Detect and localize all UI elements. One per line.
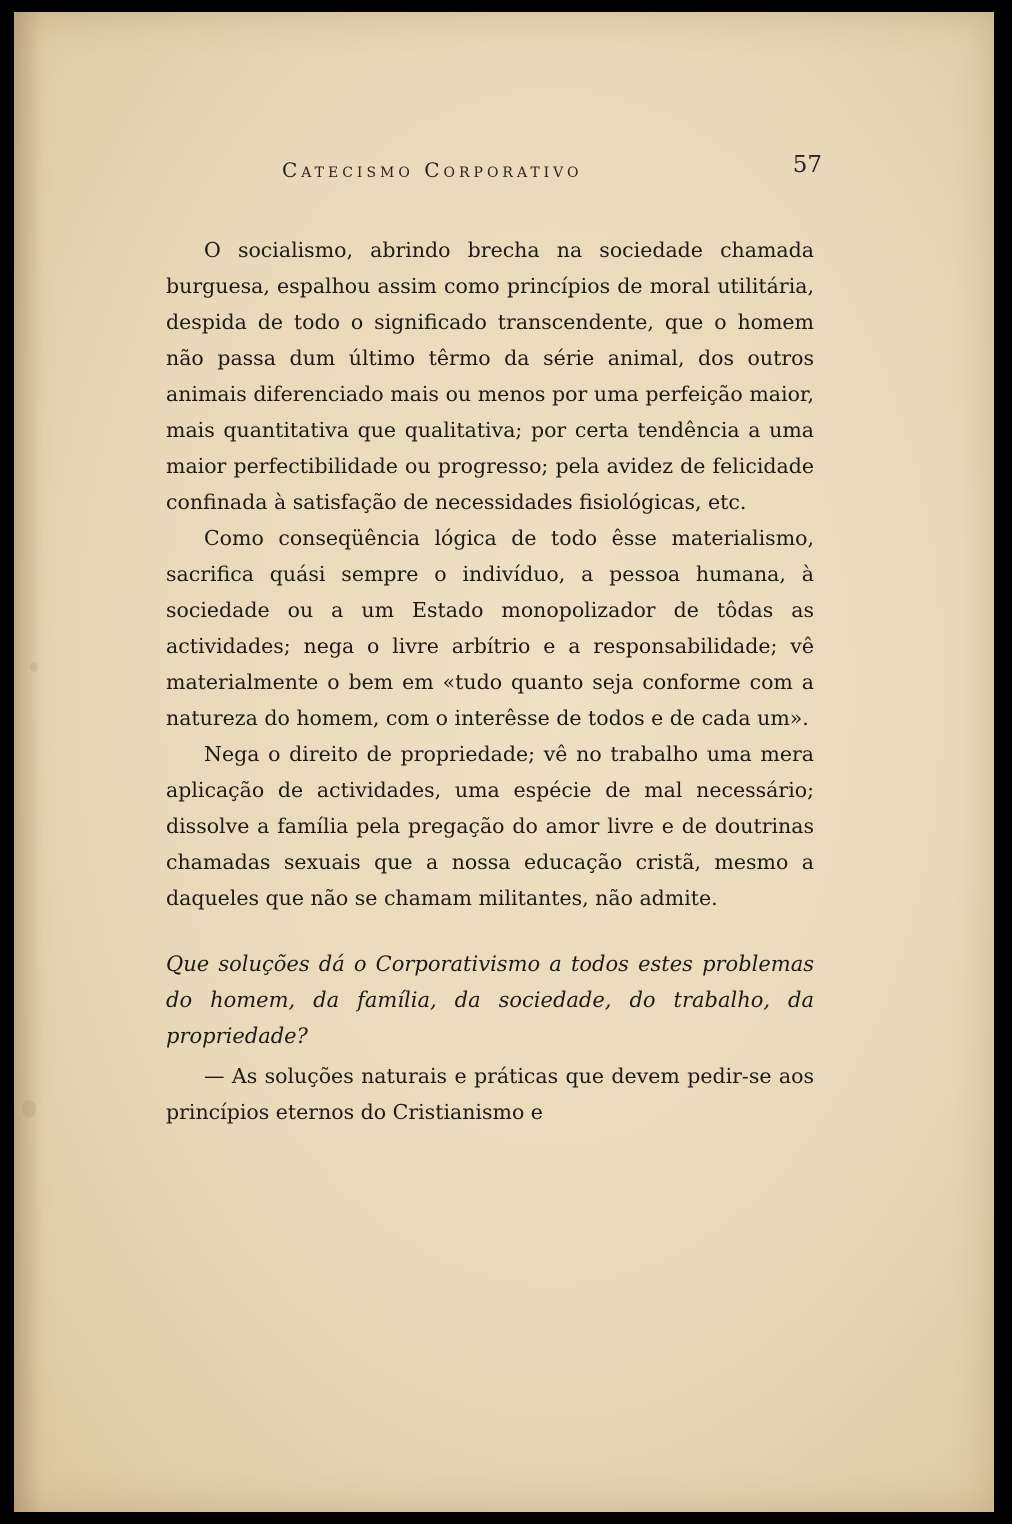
paragraph-3: Nega o direito de propriedade; vê no trabalho uma mera aplicação de actividades, uma espécie de mal necessário; dissolve a família pela pregação do amor livre e de doutrinas chamadas sexuais que a nossa educação cristã, mesmo a daqueles que não se chamam militantes, não admite. [166, 742, 814, 910]
paragraph-2: Como conseqüência lógica de todo êsse materialismo, sacrifica quási sempre o indivíduo, a pessoa humana, à sociedade ou a um Estado monopolizador de tôdas as actividades; nega o livre arbítrio e a responsabilidade; vê materialmente o bem em «tudo quanto seja conforme com a natureza do homem, com o interêsse de todos e de cada um». [166, 526, 814, 730]
running-title: Catecismo Corporativo [282, 158, 583, 182]
body-text [166, 232, 814, 1130]
paper-stain [30, 662, 38, 672]
page-header [282, 152, 822, 192]
page-binding-shadow [14, 12, 42, 1512]
page-number: 57 [792, 152, 822, 178]
paragraph-1: O socialismo, abrindo brecha na sociedade chamada burguesa, espalhou assim como princípios de moral utilitária, despida de todo o significado transcendente, que o homem não passa dum último têrmo da série animal, dos outros animais diferenciado mais ou menos por uma perfeição maior, mais quantitativa que qualitativa; por certa tendência a uma maior perfectibilidade ou progresso; pela avidez de felicidade confinada à satisfação de necessidades fisiológicas, etc. [166, 238, 814, 514]
answer: — As soluções naturais e práticas que devem pedir-se aos princípios eternos do Cristianismo e [166, 1064, 814, 1124]
question: Que soluções dá o Corporativismo a todos estes problemas do homem, da família, da sociedade, do trabalho, da propriedade? [166, 952, 814, 1048]
paper-stain [22, 1100, 36, 1118]
